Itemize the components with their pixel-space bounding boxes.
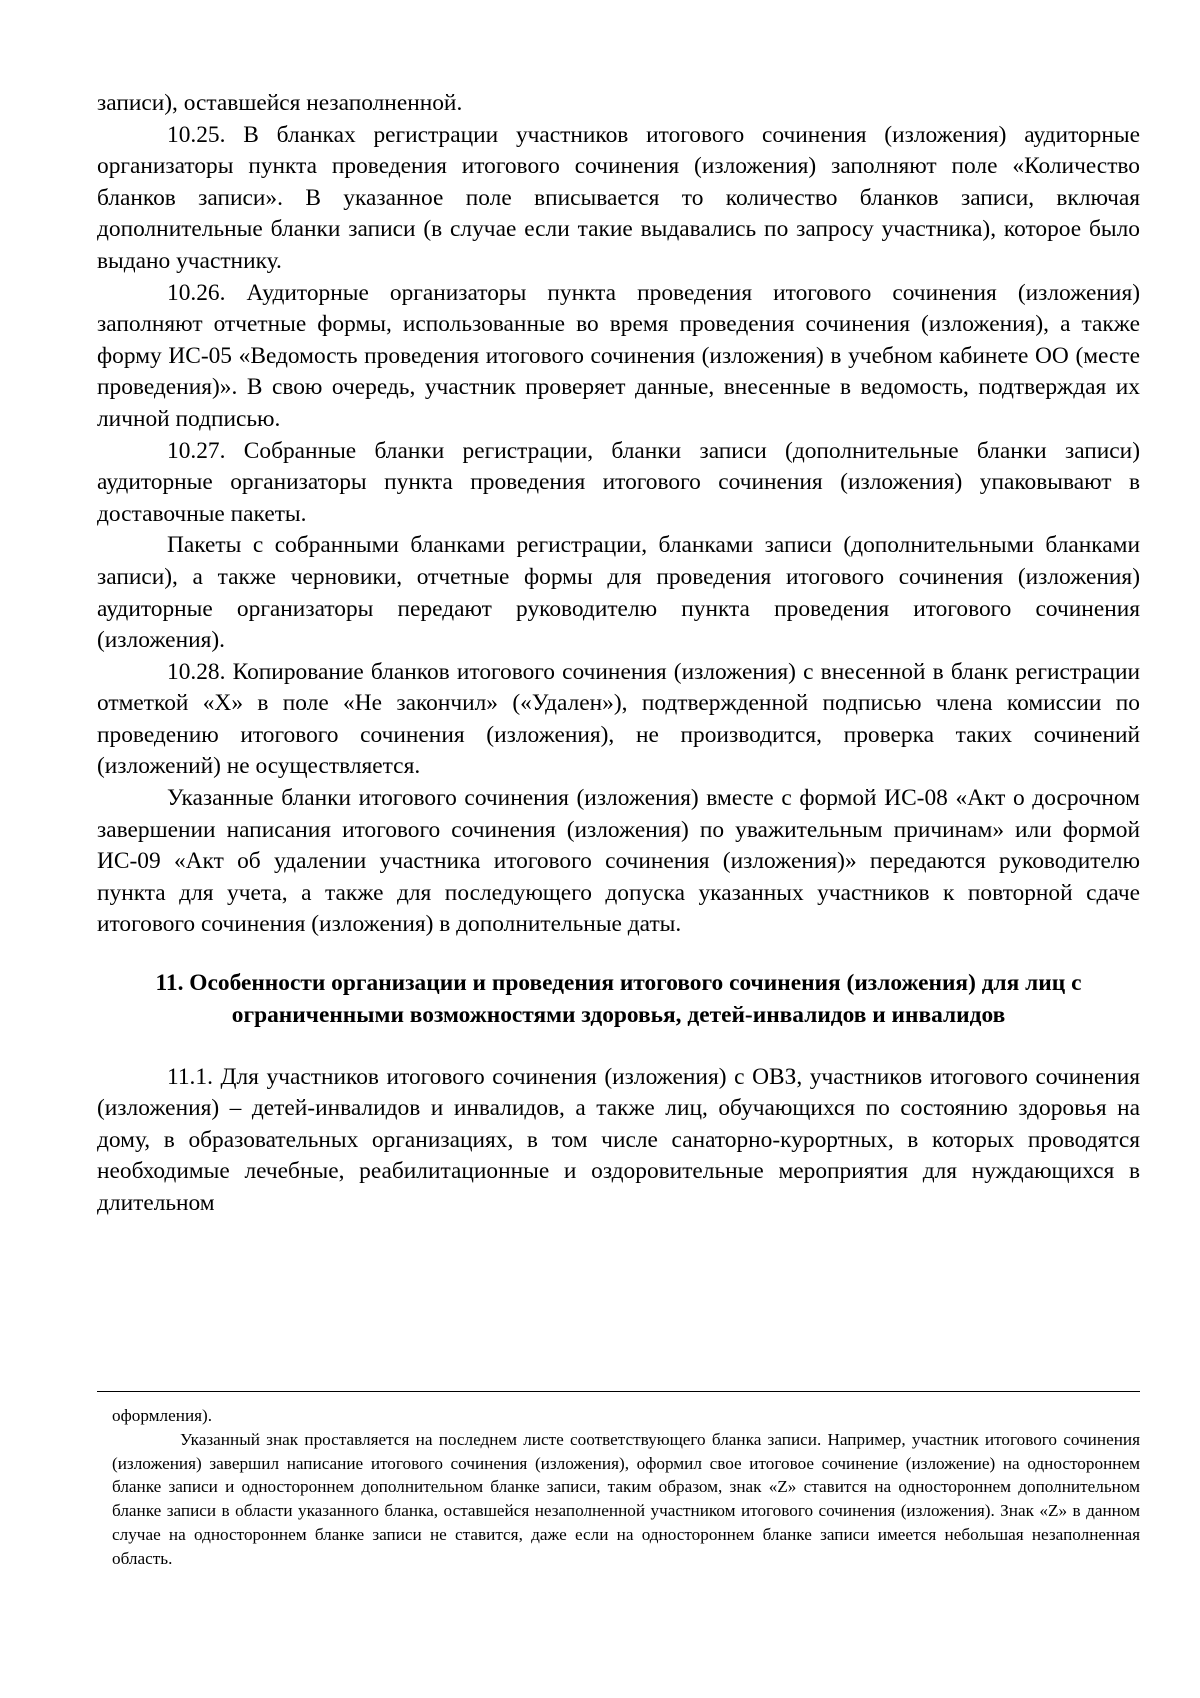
document-body — [97, 88, 1140, 1220]
spacer — [97, 941, 1140, 968]
paragraph-continuation: записи), оставшейся незаполненной. — [97, 90, 463, 116]
paragraph-10-27: 10.27. Собранные бланки регистрации, бланки записи (дополнительные бланки записи) аудиторные организаторы пункта проведения итогового сочинения (изложения) упаковывают в доставочные пакеты. — [97, 437, 1140, 527]
spacer — [97, 1032, 1140, 1062]
paragraph-packages: Пакеты с собранными бланками регистрации, бланками записи (дополнительными бланками записи), а также черновики, отчетные формы для проведения итогового сочинения (изложения) аудиторные организаторы передают руководителю пункта проведения итогового сочинения (изложения). — [97, 532, 1140, 654]
footnotes — [112, 1404, 1140, 1571]
footnote-continuation: оформления). — [112, 1406, 213, 1425]
footnote-z-sign: Указанный знак проставляется на последнем листе соответствующего бланка записи. Например, участник итогового сочинения (изложения) завершил написание итогового сочинения (изложения), оформил свое итоговое сочинение (изложение) на одностороннем бланке записи и одностороннем дополнительном бланке записи, таким образом, знак «Z» ставится на одностороннем дополнительном бланке записи в области указанного бланка, оставшейся незаполненной участником итогового сочинения (изложения). Знак «Z» в данном случае на одностороннем бланке записи не ставится, даже если на одностороннем бланке записи имеется небольшая незаполненная область. — [112, 1429, 1140, 1568]
paragraph-10-26: 10.26. Аудиторные организаторы пункта проведения итогового сочинения (изложения) заполняют отчетные формы, использованные во время проведения сочинения (изложения), а также форму ИС-05 «Ведомость проведения итогового сочинения (изложения) в учебном кабинете ОО (месте проведения)». В свою очередь, участник проверяет данные, внесенные в ведомость, подтверждая их личной подписью. — [97, 279, 1140, 432]
paragraph-11-1: 11.1. Для участников итогового сочинения (изложения) с ОВЗ, участников итогового сочинения (изложения) – детей-инвалидов и инвалидов, а также лиц, обучающихся по состоянию здоровья на дому, в образовательных организациях, в том числе санаторно-курортных, в которых проводятся необходимые лечебные, реабилитационные и оздоровительные мероприятия для нуждающихся в длительном — [97, 1063, 1140, 1216]
paragraph-forms: Указанные бланки итогового сочинения (изложения) вместе с формой ИС-08 «Акт о досрочном завершении написания итогового сочинения (изложения) по уважительным причинам» или формой ИС-09 «Акт об удалении участника итогового сочинения (изложения)» передаются руководителю пункта для учета, а также для последующего допуска указанных участников к повторной сдаче итогового сочинения (изложения) в дополнительные даты. — [97, 785, 1140, 938]
section-heading-11: 11. Особенности организации и проведения итогового сочинения (изложения) для лиц с ограниченными возможностями здоровья, детей-инвалидов и инвалидов — [155, 970, 1082, 1028]
footnote-separator — [97, 1391, 1140, 1392]
paragraph-10-25: 10.25. В бланках регистрации участников итогового сочинения (изложения) аудиторные организаторы пункта проведения итогового сочинения (изложения) заполняют поле «Количество бланков записи». В указанное поле вписывается то количество бланков записи, включая дополнительные бланки записи (в случае если такие выдавались по запросу участника), которое было выдано участнику. — [97, 121, 1140, 274]
paragraph-10-28: 10.28. Копирование бланков итогового сочинения (изложения) с внесенной в бланк регистрации отметкой «Х» в поле «Не закончил» («Удален»), подтвержденной подписью члена комиссии по проведению итогового сочинения (изложения), не производится, проверка таких сочинений (изложений) не осуществляется. — [97, 658, 1140, 780]
